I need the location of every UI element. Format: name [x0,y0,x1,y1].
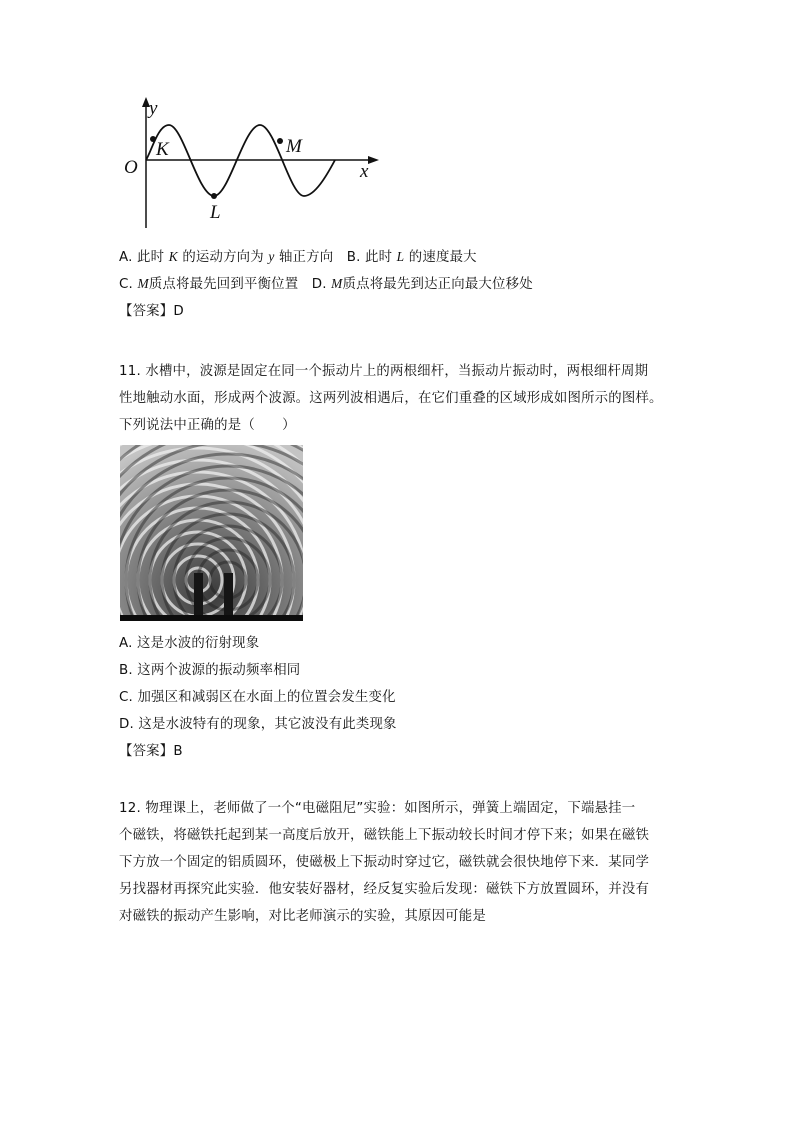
q11-text-line-1: 11. 水槽中，波源是固定在同一个振动片上的两根细杆，当振动片振动时，两根细杆周期 [119,364,649,379]
y-axis-label: y [149,98,158,119]
x-axis-arrow-icon [368,156,379,164]
interference-pattern-image [120,445,303,621]
q10-option-b: B. 此时 L 的速度最大 [346,249,477,265]
point-l-label: L [210,202,221,223]
q10-option-a: A. 此时 K 的运动方向为 y 轴正方向 [119,249,334,265]
origin-label: O [124,157,138,178]
q10-options-cd [119,273,533,292]
point-m-label: M [286,136,302,157]
q10-options-ab [119,246,477,265]
q11-option-c: C. 加强区和减弱区在水面上的位置会发生变化 [119,690,396,705]
q12-text-line-4: 另找器材再探究此实验．他安装好器材，经反复实验后发现：磁铁下方放置圆环，并没有 [119,882,650,897]
q11-option-d: D. 这是水波特有的现象，其它波没有此类现象 [119,717,397,732]
q12-text-line-1: 12. 物理课上，老师做了一个“电磁阻尼”实验：如图所示，弹簧上端固定，下端悬挂一 [119,801,636,816]
point-m-dot [277,138,283,144]
q12-text-line-5: 对磁铁的振动产生影响，对比老师演示的实验，其原因可能是 [119,909,486,924]
q11-option-b: B. 这两个波源的振动频率相同 [119,663,301,678]
q11-number: 11. [119,364,141,379]
q11-text-line-2: 性地触动水面，形成两个波源。这两列波相遇后，在它们重叠的区域形成如图所示的图样。 [119,391,663,406]
point-l-dot [211,193,217,199]
q12-text-line-3: 下方放一个固定的铝质圆环，使磁极上下振动时穿过它，磁铁就会很快地停下来．某同学 [119,855,650,870]
q11-answer: 【答案】B [119,744,183,759]
q10-option-c: C. M质点将最先回到平衡位置 [119,276,299,292]
q12-text-line-2: 个磁铁，将磁铁托起到某一高度后放开，磁铁能上下振动较长时间才停下来；如果在磁铁 [119,828,650,843]
x-axis-label: x [360,161,369,182]
q11-option-a: A. 这是水波的衍射现象 [119,636,260,651]
q10-option-d: D. M质点将最先到达正向最大位移处 [311,276,533,292]
interference-photo [120,445,303,621]
q11-text-line-3: 下列说法中正确的是（ ） [119,418,296,433]
point-k-label: K [156,139,169,160]
q10-answer: 【答案】D [119,304,184,319]
q12-number: 12. [119,801,141,816]
